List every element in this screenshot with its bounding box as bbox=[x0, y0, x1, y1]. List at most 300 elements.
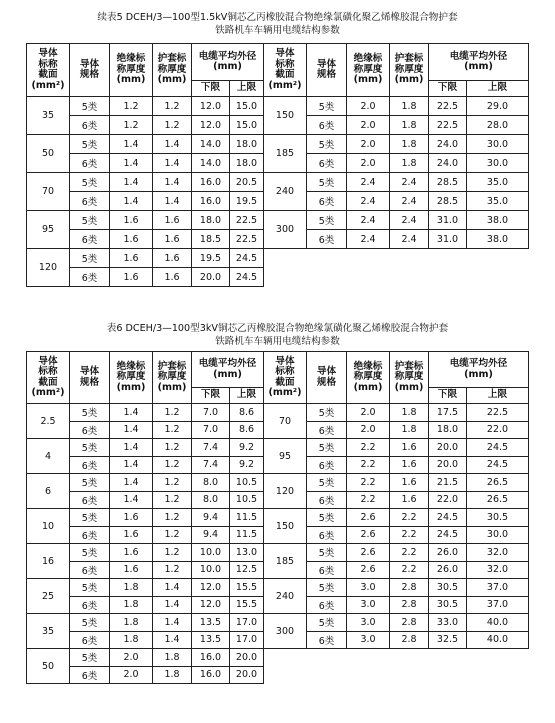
spec-cell: 6类 bbox=[70, 631, 110, 649]
value-cell: 1.8 bbox=[390, 116, 429, 135]
value-cell: 1.6 bbox=[153, 211, 192, 230]
value-cell: 2.6 bbox=[347, 544, 390, 562]
section-cell: 6 bbox=[27, 474, 70, 509]
value-cell: 21.5 bbox=[429, 474, 467, 492]
table-row bbox=[27, 614, 529, 632]
value-cell: 35.0 bbox=[467, 173, 529, 192]
value-cell: 20.0 bbox=[230, 649, 264, 667]
table-row bbox=[27, 173, 529, 192]
value-cell: 2.8 bbox=[390, 614, 429, 632]
spec-cell: 6类 bbox=[307, 192, 347, 211]
header-insulation: 绝缘标 称厚度 (mm) bbox=[110, 352, 153, 404]
value-cell: 2.4 bbox=[347, 230, 390, 249]
header-outer-diameter: 电缆平均外径 (mm) bbox=[192, 44, 264, 81]
value-cell: 1.4 bbox=[110, 173, 153, 192]
spec-cell: 6类 bbox=[307, 421, 347, 439]
spec-cell: 6类 bbox=[307, 596, 347, 614]
value-cell: 2.2 bbox=[347, 491, 390, 509]
value-cell: 11.5 bbox=[230, 526, 264, 544]
value-cell: 1.6 bbox=[390, 474, 429, 492]
table2 bbox=[26, 351, 529, 684]
value-cell: 20.0 bbox=[429, 439, 467, 457]
value-cell: 16.0 bbox=[192, 173, 230, 192]
value-cell: 2.4 bbox=[347, 192, 390, 211]
value-cell: 26.0 bbox=[429, 561, 467, 579]
value-cell: 2.4 bbox=[390, 230, 429, 249]
value-cell: 29.0 bbox=[467, 97, 529, 116]
value-cell: 10.0 bbox=[192, 544, 230, 562]
value-cell: 18.0 bbox=[192, 211, 230, 230]
header-sheath: 护套标 称厚度 (mm) bbox=[153, 352, 192, 404]
section-cell: 185 bbox=[264, 544, 307, 579]
value-cell: 24.0 bbox=[429, 135, 467, 154]
value-cell: 20.0 bbox=[429, 456, 467, 474]
section-cell: 240 bbox=[264, 173, 307, 211]
value-cell: 1.8 bbox=[390, 135, 429, 154]
spec-cell: 6类 bbox=[70, 421, 110, 439]
section-cell: 70 bbox=[27, 173, 70, 211]
spec-cell: 6类 bbox=[307, 230, 347, 249]
value-cell: 15.5 bbox=[230, 579, 264, 597]
value-cell: 30.0 bbox=[467, 526, 529, 544]
value-cell: 1.6 bbox=[153, 249, 192, 268]
value-cell: 1.8 bbox=[153, 649, 192, 667]
header-outer-diameter: 电缆平均外径 (mm) bbox=[192, 352, 264, 388]
header-insulation: 绝缘标 称厚度 (mm) bbox=[110, 44, 153, 97]
spec-cell: 6类 bbox=[70, 456, 110, 474]
value-cell: 8.6 bbox=[230, 404, 264, 422]
section-cell: 95 bbox=[264, 439, 307, 474]
value-cell: 17.0 bbox=[230, 631, 264, 649]
spec-cell: 6类 bbox=[70, 230, 110, 249]
spec-cell: 5类 bbox=[307, 544, 347, 562]
section-cell: 150 bbox=[264, 509, 307, 544]
value-cell: 1.6 bbox=[110, 544, 153, 562]
value-cell: 22.5 bbox=[230, 211, 264, 230]
value-cell: 1.6 bbox=[110, 509, 153, 527]
value-cell: 1.6 bbox=[110, 561, 153, 579]
value-cell: 1.2 bbox=[153, 439, 192, 457]
table-row bbox=[27, 97, 529, 116]
value-cell: 28.5 bbox=[429, 173, 467, 192]
header-outer-diameter: 电缆平均外径 (mm) bbox=[429, 352, 529, 388]
value-cell: 14.0 bbox=[192, 135, 230, 154]
value-cell: 2.6 bbox=[347, 561, 390, 579]
spec-cell: 5类 bbox=[307, 474, 347, 492]
spec-cell: 6类 bbox=[70, 666, 110, 684]
spec-cell: 6类 bbox=[307, 526, 347, 544]
spec-cell: 5类 bbox=[307, 614, 347, 632]
value-cell: 2.0 bbox=[110, 666, 153, 684]
value-cell: 3.0 bbox=[347, 614, 390, 632]
section-cell: 16 bbox=[27, 544, 70, 579]
value-cell: 2.0 bbox=[347, 116, 390, 135]
value-cell: 1.2 bbox=[153, 561, 192, 579]
spec-cell: 5类 bbox=[307, 509, 347, 527]
value-cell: 2.0 bbox=[347, 154, 390, 173]
value-cell: 2.8 bbox=[390, 579, 429, 597]
value-cell: 24.5 bbox=[429, 509, 467, 527]
value-cell: 1.4 bbox=[153, 579, 192, 597]
value-cell: 1.4 bbox=[153, 192, 192, 211]
value-cell: 7.0 bbox=[192, 404, 230, 422]
value-cell: 30.5 bbox=[429, 596, 467, 614]
spec-cell: 5类 bbox=[307, 439, 347, 457]
value-cell: 1.8 bbox=[390, 404, 429, 422]
header-lower: 下限 bbox=[192, 388, 230, 404]
value-cell: 2.4 bbox=[390, 173, 429, 192]
section-cell: 35 bbox=[27, 614, 70, 649]
value-cell: 35.0 bbox=[467, 192, 529, 211]
section-cell: 25 bbox=[27, 579, 70, 614]
spec-cell: 5类 bbox=[307, 135, 347, 154]
value-cell: 2.4 bbox=[390, 192, 429, 211]
section-cell: 120 bbox=[264, 474, 307, 509]
spec-cell: 6类 bbox=[70, 192, 110, 211]
spec-cell: 5类 bbox=[70, 173, 110, 192]
value-cell: 32.5 bbox=[429, 631, 467, 649]
value-cell: 1.2 bbox=[153, 456, 192, 474]
value-cell: 1.6 bbox=[110, 526, 153, 544]
value-cell: 8.0 bbox=[192, 474, 230, 492]
value-cell: 13.5 bbox=[192, 631, 230, 649]
spec-cell: 6类 bbox=[307, 491, 347, 509]
value-cell: 37.0 bbox=[467, 579, 529, 597]
value-cell: 9.4 bbox=[192, 509, 230, 527]
value-cell: 1.6 bbox=[110, 230, 153, 249]
value-cell: 1.6 bbox=[390, 439, 429, 457]
value-cell: 1.2 bbox=[153, 491, 192, 509]
value-cell: 2.8 bbox=[390, 596, 429, 614]
value-cell: 1.4 bbox=[110, 135, 153, 154]
value-cell: 1.4 bbox=[110, 404, 153, 422]
value-cell: 2.4 bbox=[347, 211, 390, 230]
value-cell: 30.0 bbox=[467, 154, 529, 173]
value-cell: 1.8 bbox=[390, 154, 429, 173]
spec-cell: 6类 bbox=[70, 491, 110, 509]
spec-cell: 5类 bbox=[307, 404, 347, 422]
section-cell: 300 bbox=[264, 614, 307, 649]
spec-cell: 6类 bbox=[307, 456, 347, 474]
value-cell: 2.0 bbox=[347, 97, 390, 116]
value-cell: 1.2 bbox=[153, 116, 192, 135]
value-cell: 12.0 bbox=[192, 116, 230, 135]
value-cell: 18.0 bbox=[429, 421, 467, 439]
value-cell: 1.6 bbox=[153, 230, 192, 249]
value-cell: 15.5 bbox=[230, 596, 264, 614]
table-row bbox=[27, 579, 529, 597]
spec-cell: 6类 bbox=[70, 154, 110, 173]
empty-area bbox=[264, 249, 529, 287]
value-cell: 2.2 bbox=[347, 456, 390, 474]
table2-title-line1: 表6 DCEH/3—100型3kV铜芯乙丙橡胶混合物绝缘氯磺化聚乙烯橡胶混合物护套 bbox=[106, 323, 449, 334]
value-cell: 15.0 bbox=[230, 97, 264, 116]
value-cell: 1.2 bbox=[153, 97, 192, 116]
header-lower: 下限 bbox=[192, 81, 230, 97]
value-cell: 1.4 bbox=[110, 474, 153, 492]
value-cell: 1.2 bbox=[110, 97, 153, 116]
value-cell: 16.0 bbox=[192, 192, 230, 211]
header-sheath: 护套标 称厚度 (mm) bbox=[390, 44, 429, 97]
value-cell: 8.0 bbox=[192, 491, 230, 509]
value-cell: 2.0 bbox=[347, 404, 390, 422]
value-cell: 22.0 bbox=[429, 491, 467, 509]
value-cell: 33.0 bbox=[429, 614, 467, 632]
section-cell: 185 bbox=[264, 135, 307, 173]
value-cell: 20.5 bbox=[230, 173, 264, 192]
value-cell: 31.0 bbox=[429, 211, 467, 230]
value-cell: 22.5 bbox=[467, 404, 529, 422]
value-cell: 22.5 bbox=[429, 116, 467, 135]
value-cell: 12.5 bbox=[230, 561, 264, 579]
value-cell: 28.0 bbox=[467, 116, 529, 135]
value-cell: 20.0 bbox=[192, 268, 230, 287]
value-cell: 22.0 bbox=[467, 421, 529, 439]
spec-cell: 6类 bbox=[70, 268, 110, 287]
spec-cell: 5类 bbox=[70, 579, 110, 597]
value-cell: 1.2 bbox=[153, 474, 192, 492]
empty-area bbox=[264, 649, 529, 684]
value-cell: 14.0 bbox=[192, 154, 230, 173]
value-cell: 16.0 bbox=[192, 666, 230, 684]
value-cell: 18.0 bbox=[230, 154, 264, 173]
value-cell: 2.0 bbox=[347, 421, 390, 439]
value-cell: 18.0 bbox=[230, 135, 264, 154]
table-row bbox=[27, 649, 529, 667]
value-cell: 1.8 bbox=[153, 666, 192, 684]
spec-cell: 5类 bbox=[307, 579, 347, 597]
value-cell: 19.5 bbox=[192, 249, 230, 268]
header-section: 导体 标称 截面 (mm²) bbox=[27, 44, 70, 97]
value-cell: 20.0 bbox=[230, 666, 264, 684]
value-cell: 1.8 bbox=[110, 631, 153, 649]
value-cell: 30.5 bbox=[467, 509, 529, 527]
value-cell: 1.8 bbox=[110, 579, 153, 597]
section-cell: 300 bbox=[264, 211, 307, 249]
value-cell: 17.5 bbox=[429, 404, 467, 422]
value-cell: 8.6 bbox=[230, 421, 264, 439]
header-spec: 导体 规格 bbox=[70, 44, 110, 97]
value-cell: 24.5 bbox=[467, 439, 529, 457]
section-cell: 4 bbox=[27, 439, 70, 474]
value-cell: 2.0 bbox=[347, 135, 390, 154]
spec-cell: 6类 bbox=[70, 526, 110, 544]
spec-cell: 5类 bbox=[70, 97, 110, 116]
spec-cell: 5类 bbox=[70, 614, 110, 632]
value-cell: 1.6 bbox=[110, 268, 153, 287]
spec-cell: 5类 bbox=[70, 404, 110, 422]
header-spec: 导体 规格 bbox=[307, 352, 347, 404]
value-cell: 1.6 bbox=[110, 249, 153, 268]
value-cell: 1.6 bbox=[390, 491, 429, 509]
section-cell: 240 bbox=[264, 579, 307, 614]
value-cell: 7.4 bbox=[192, 439, 230, 457]
value-cell: 1.4 bbox=[110, 421, 153, 439]
header-upper: 上限 bbox=[467, 81, 529, 97]
value-cell: 10.5 bbox=[230, 474, 264, 492]
spec-cell: 6类 bbox=[70, 596, 110, 614]
value-cell: 2.2 bbox=[390, 509, 429, 527]
table-row bbox=[27, 544, 529, 562]
value-cell: 7.4 bbox=[192, 456, 230, 474]
value-cell: 26.5 bbox=[467, 491, 529, 509]
table-row bbox=[27, 439, 529, 457]
table-row bbox=[27, 135, 529, 154]
value-cell: 38.0 bbox=[467, 211, 529, 230]
value-cell: 7.0 bbox=[192, 421, 230, 439]
value-cell: 13.5 bbox=[192, 614, 230, 632]
value-cell: 31.0 bbox=[429, 230, 467, 249]
value-cell: 2.2 bbox=[347, 439, 390, 457]
value-cell: 38.0 bbox=[467, 230, 529, 249]
value-cell: 12.0 bbox=[192, 97, 230, 116]
value-cell: 11.5 bbox=[230, 509, 264, 527]
value-cell: 1.4 bbox=[110, 439, 153, 457]
value-cell: 24.5 bbox=[230, 268, 264, 287]
value-cell: 24.5 bbox=[467, 456, 529, 474]
value-cell: 1.4 bbox=[153, 154, 192, 173]
header-upper: 上限 bbox=[230, 81, 264, 97]
table-row bbox=[27, 509, 529, 527]
value-cell: 2.4 bbox=[347, 173, 390, 192]
spec-cell: 5类 bbox=[70, 649, 110, 667]
value-cell: 1.4 bbox=[110, 456, 153, 474]
header-section: 导体 标称 截面 (mm²) bbox=[264, 352, 307, 404]
value-cell: 19.5 bbox=[230, 192, 264, 211]
value-cell: 2.0 bbox=[110, 649, 153, 667]
value-cell: 24.0 bbox=[429, 154, 467, 173]
value-cell: 2.6 bbox=[347, 526, 390, 544]
table1-title-line1: 续表5 DCEH/3—100型1.5kV铜芯乙丙橡胶混合物绝缘氯磺化聚乙烯橡胶混合物护套 bbox=[97, 12, 458, 23]
header-upper: 上限 bbox=[467, 388, 529, 404]
value-cell: 1.4 bbox=[153, 173, 192, 192]
value-cell: 3.0 bbox=[347, 631, 390, 649]
spec-cell: 5类 bbox=[70, 135, 110, 154]
spec-cell: 5类 bbox=[307, 173, 347, 192]
value-cell: 1.2 bbox=[110, 116, 153, 135]
spec-cell: 6类 bbox=[307, 116, 347, 135]
spec-cell: 5类 bbox=[307, 97, 347, 116]
table-row bbox=[27, 404, 529, 422]
spec-cell: 5类 bbox=[70, 439, 110, 457]
value-cell: 13.0 bbox=[230, 544, 264, 562]
value-cell: 2.8 bbox=[390, 631, 429, 649]
header-insulation: 绝缘标 称厚度 (mm) bbox=[347, 352, 390, 404]
value-cell: 1.2 bbox=[153, 544, 192, 562]
header-outer-diameter: 电缆平均外径 (mm) bbox=[429, 44, 529, 81]
value-cell: 1.4 bbox=[110, 154, 153, 173]
value-cell: 1.4 bbox=[153, 596, 192, 614]
value-cell: 1.8 bbox=[390, 97, 429, 116]
section-cell: 120 bbox=[27, 249, 70, 287]
spec-cell: 6类 bbox=[70, 116, 110, 135]
value-cell: 10.0 bbox=[192, 561, 230, 579]
value-cell: 2.6 bbox=[347, 509, 390, 527]
spec-cell: 5类 bbox=[307, 211, 347, 230]
value-cell: 30.0 bbox=[467, 135, 529, 154]
section-cell: 50 bbox=[27, 649, 70, 684]
value-cell: 18.5 bbox=[192, 230, 230, 249]
value-cell: 15.0 bbox=[230, 116, 264, 135]
value-cell: 28.5 bbox=[429, 192, 467, 211]
value-cell: 1.2 bbox=[153, 421, 192, 439]
value-cell: 24.5 bbox=[230, 249, 264, 268]
value-cell: 1.8 bbox=[390, 421, 429, 439]
value-cell: 1.4 bbox=[110, 491, 153, 509]
value-cell: 37.0 bbox=[467, 596, 529, 614]
header-lower: 下限 bbox=[429, 388, 467, 404]
value-cell: 12.0 bbox=[192, 579, 230, 597]
table-row bbox=[27, 211, 529, 230]
header-sheath: 护套标 称厚度 (mm) bbox=[153, 44, 192, 97]
spec-cell: 6类 bbox=[307, 561, 347, 579]
section-cell: 35 bbox=[27, 97, 70, 135]
value-cell: 1.4 bbox=[153, 614, 192, 632]
spec-cell: 6类 bbox=[307, 154, 347, 173]
section-cell: 50 bbox=[27, 135, 70, 173]
header-spec: 导体 规格 bbox=[70, 352, 110, 404]
value-cell: 1.2 bbox=[153, 526, 192, 544]
value-cell: 2.2 bbox=[390, 561, 429, 579]
header-section: 导体 标称 截面 (mm²) bbox=[264, 44, 307, 97]
value-cell: 2.2 bbox=[390, 526, 429, 544]
header-sheath: 护套标 称厚度 (mm) bbox=[390, 352, 429, 404]
table2-title-line2: 铁路机车车辆用电缆结构参数 bbox=[215, 336, 340, 347]
value-cell: 22.5 bbox=[230, 230, 264, 249]
value-cell: 26.5 bbox=[467, 474, 529, 492]
value-cell: 30.5 bbox=[429, 579, 467, 597]
header-insulation: 绝缘标 称厚度 (mm) bbox=[347, 44, 390, 97]
value-cell: 40.0 bbox=[467, 631, 529, 649]
section-cell: 95 bbox=[27, 211, 70, 249]
value-cell: 32.0 bbox=[467, 544, 529, 562]
table-row bbox=[27, 474, 529, 492]
section-cell: 2.5 bbox=[27, 404, 70, 439]
value-cell: 1.6 bbox=[153, 268, 192, 287]
spec-cell: 6类 bbox=[307, 631, 347, 649]
spec-cell: 5类 bbox=[70, 249, 110, 268]
spec-cell: 5类 bbox=[70, 211, 110, 230]
value-cell: 2.4 bbox=[390, 211, 429, 230]
value-cell: 17.0 bbox=[230, 614, 264, 632]
value-cell: 10.5 bbox=[230, 491, 264, 509]
value-cell: 1.4 bbox=[110, 192, 153, 211]
table1 bbox=[26, 43, 529, 287]
header-section: 导体 标称 截面 (mm²) bbox=[27, 352, 70, 404]
value-cell: 26.0 bbox=[429, 544, 467, 562]
table-row bbox=[27, 249, 529, 268]
value-cell: 3.0 bbox=[347, 596, 390, 614]
table1-title-line2: 铁路机车车辆用电缆结构参数 bbox=[215, 25, 340, 36]
value-cell: 40.0 bbox=[467, 614, 529, 632]
spec-cell: 5类 bbox=[70, 474, 110, 492]
spec-cell: 5类 bbox=[70, 544, 110, 562]
value-cell: 1.4 bbox=[153, 631, 192, 649]
value-cell: 1.2 bbox=[153, 509, 192, 527]
header-upper: 上限 bbox=[230, 388, 264, 404]
value-cell: 3.0 bbox=[347, 579, 390, 597]
value-cell: 1.6 bbox=[390, 456, 429, 474]
header-lower: 下限 bbox=[429, 81, 467, 97]
value-cell: 2.2 bbox=[390, 544, 429, 562]
value-cell: 9.2 bbox=[230, 439, 264, 457]
section-cell: 150 bbox=[264, 97, 307, 135]
spec-cell: 5类 bbox=[70, 509, 110, 527]
value-cell: 1.4 bbox=[153, 135, 192, 154]
value-cell: 2.2 bbox=[347, 474, 390, 492]
value-cell: 1.2 bbox=[153, 404, 192, 422]
value-cell: 16.0 bbox=[192, 649, 230, 667]
